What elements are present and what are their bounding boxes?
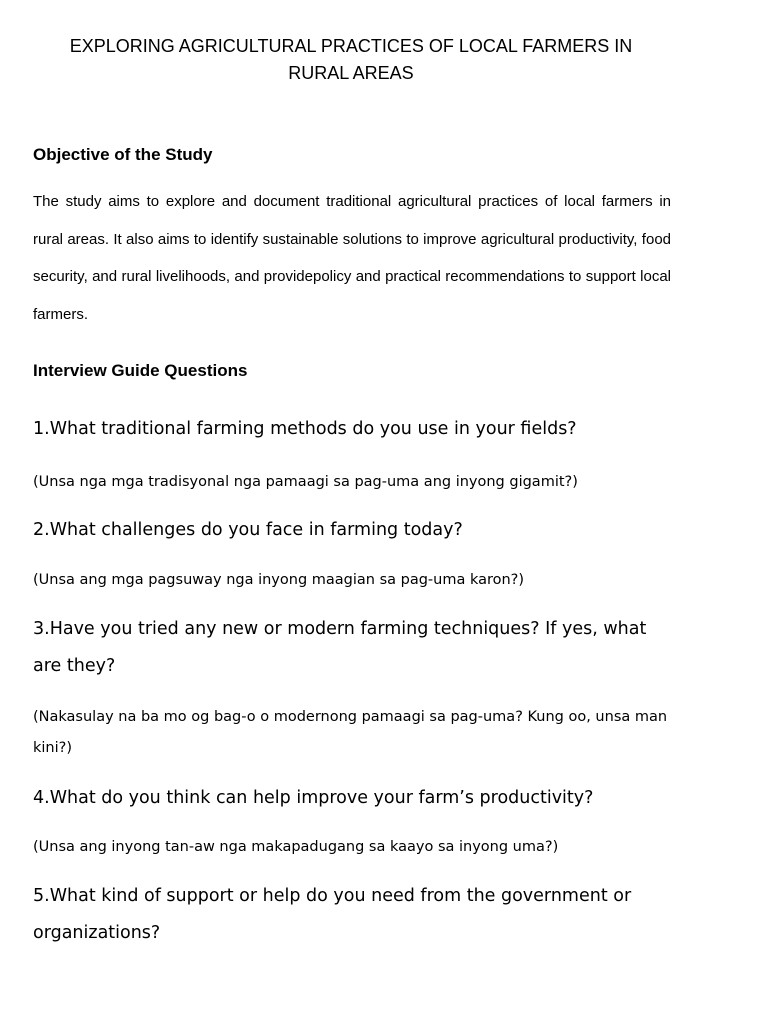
objective-heading: Objective of the Study [33,145,213,164]
question-2-translation: (Unsa ang mga pagsuway nga inyong maagian sa pag-uma karon?) [33,572,525,588]
question-1-translation: (Unsa nga mga tradisyonal nga pamaagi sa pag-uma ang inyong gigamit?) [33,474,578,490]
question-2: 2.What challenges do you face in farming today? [33,520,463,540]
document-title: EXPLORING AGRICULTURAL PRACTICES OF LOCAL FARMERS IN RURAL AREAS [69,36,633,83]
question-4-translation: (Unsa ang inyong tan-aw nga makapadugang sa kaayo sa inyong uma?) [33,839,559,855]
interview-guide-heading: Interview Guide Questions [33,361,248,380]
question-4: 4.What do you think can help improve your farm’s productivity? [33,788,594,808]
question-1: 1.What traditional farming methods do you use in your fields? [33,419,577,439]
question-3: 3.Have you tried any new or modern farming techniques? If yes, what are they? [33,619,647,676]
objective-paragraph: The study aims to explore and document traditional agricultural practices of local farmers in rural areas. It also aims to identify sustainable solutions to improve agricultural productivity, food security, and rural livelihoods, and providepolicy and practical recommendations to support local farmers. [33,193,671,324]
question-3-translation: (Nakasulay na ba mo og bag-o o modernong pamaagi sa pag-uma? Kung oo, unsa man kini?) [33,709,668,756]
question-5: 5.What kind of support or help do you need from the government or organizations? [33,886,632,943]
